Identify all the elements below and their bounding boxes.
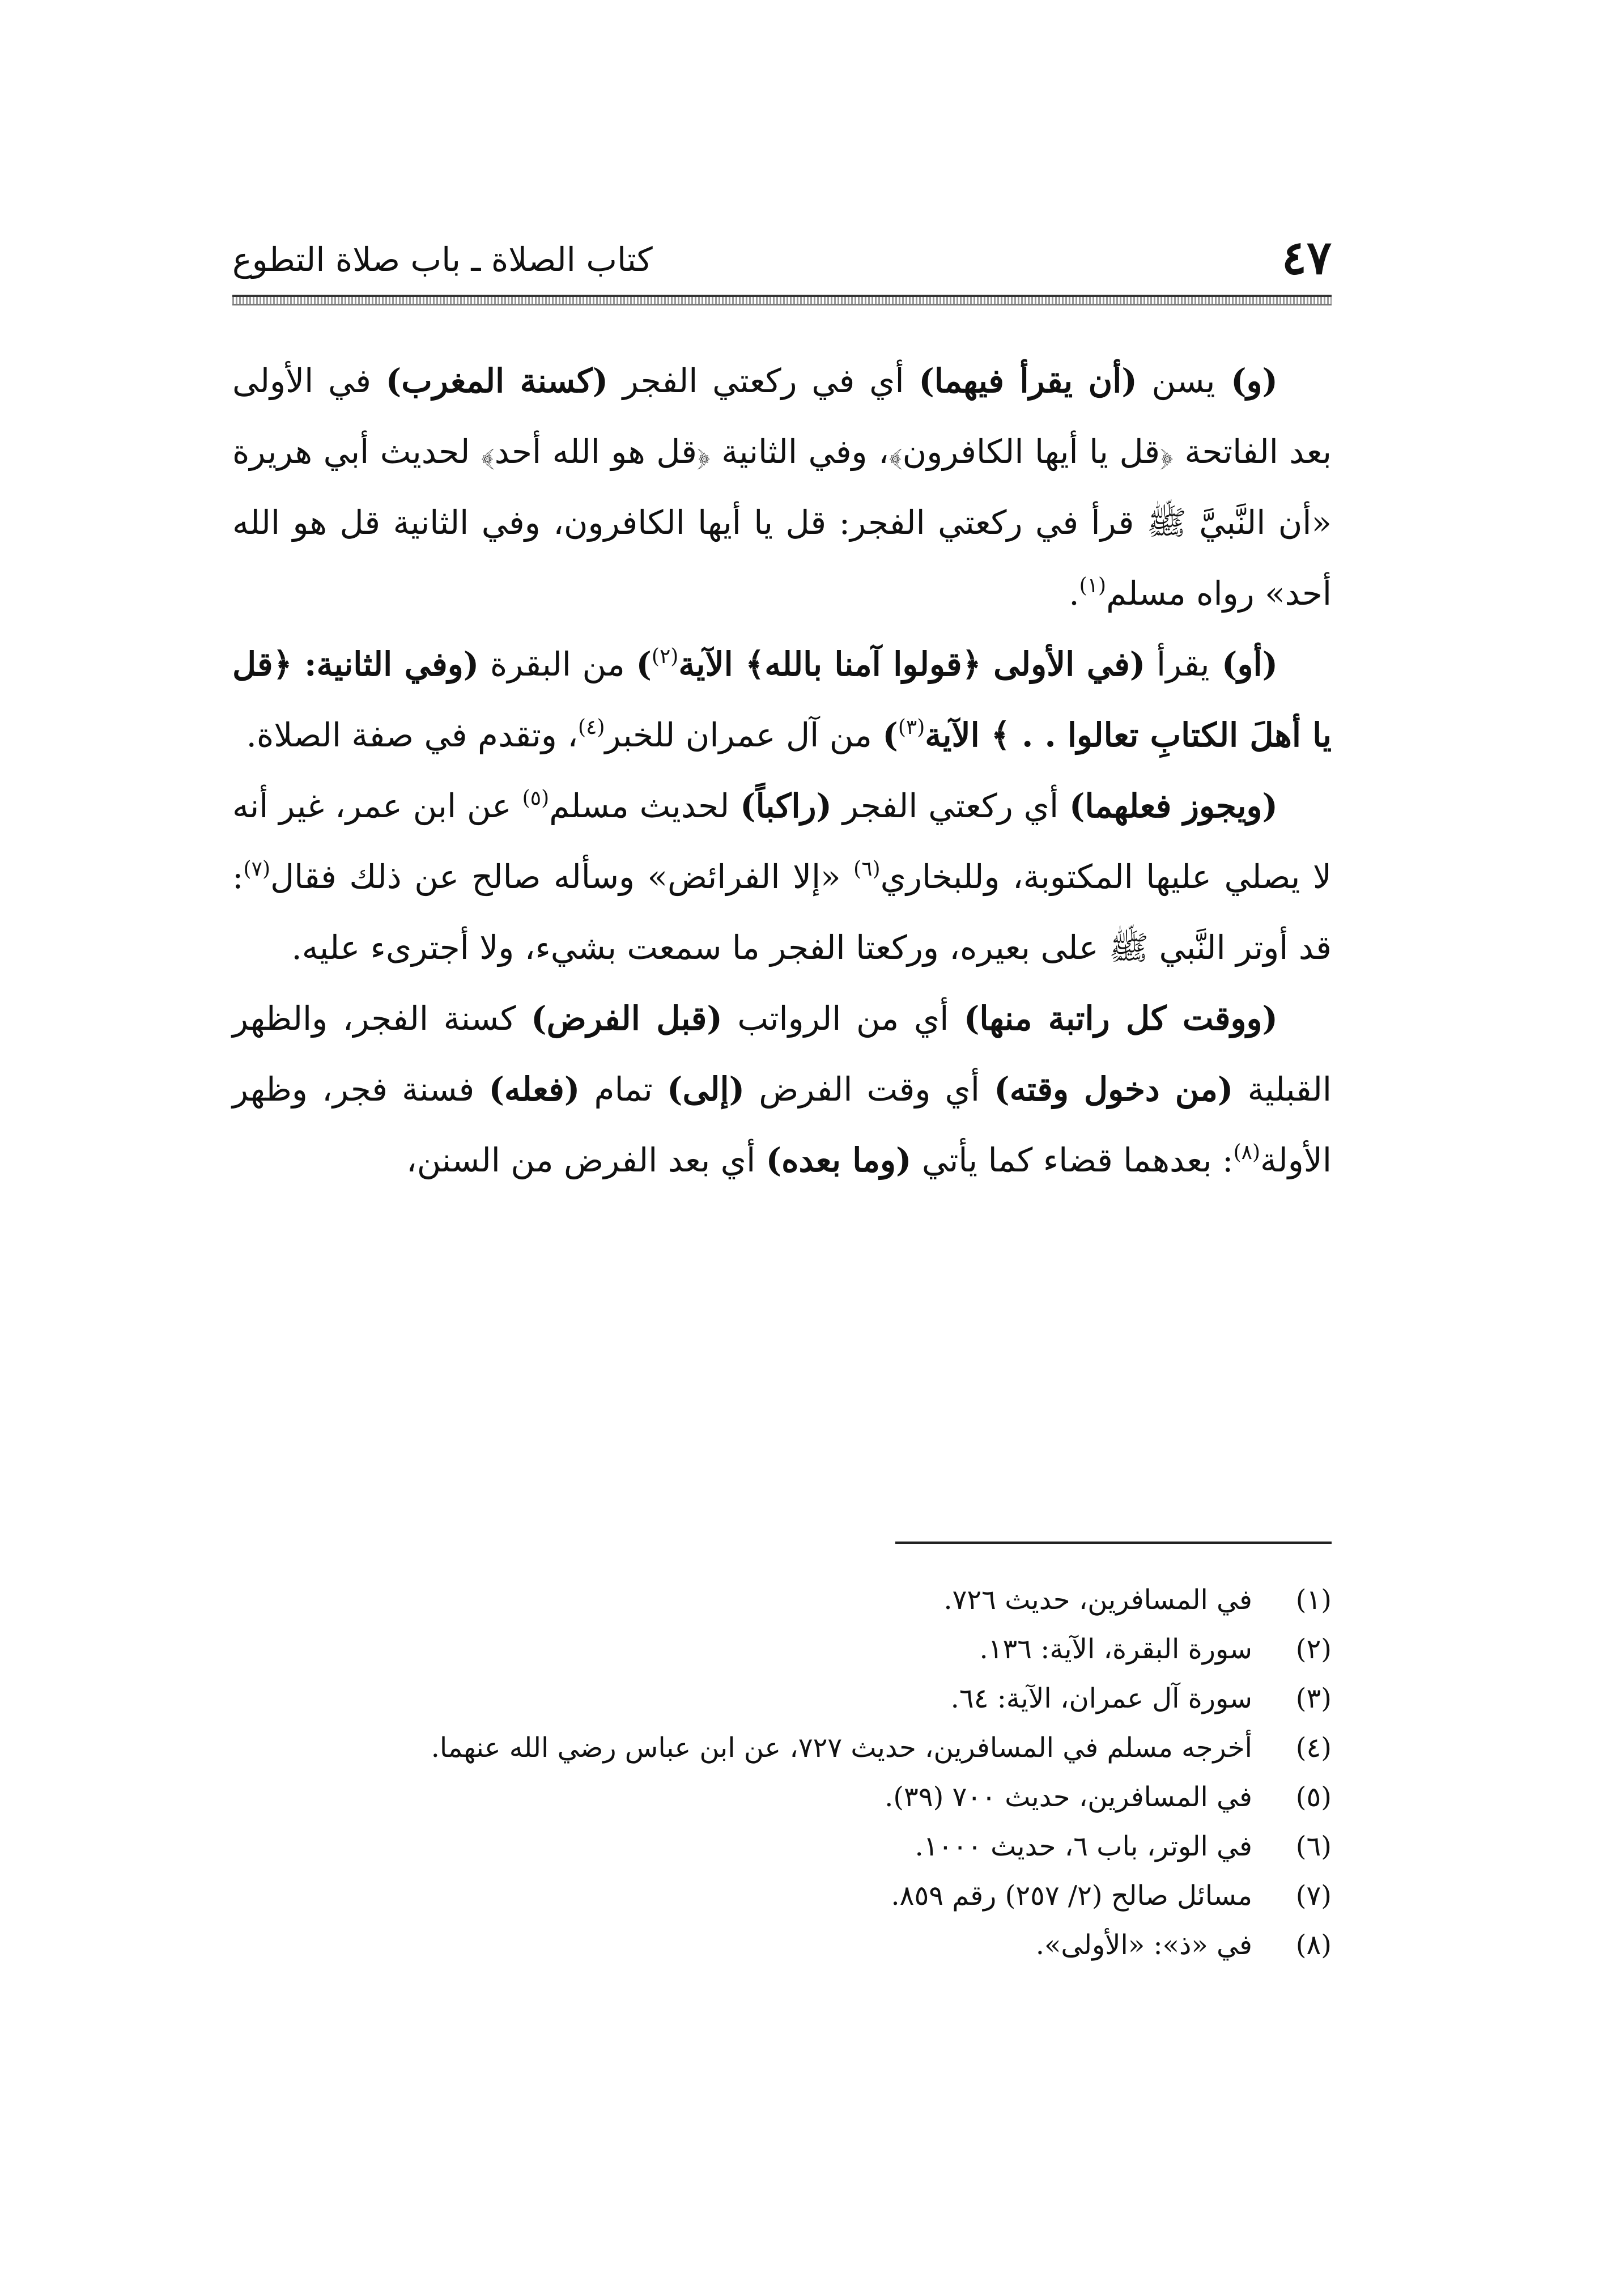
text: في الأولى بعد الفاتحة ﴿قل يا أيها الكافرون﴾، وفي الثانية ﴿قل هو الله أحد﴾ لحديث أبي هريرة «أن النَّبيَّ ﷺ قرأ في ركعتي الفجر: قل يا أيها الكافرون، وفي الثانية قل هو الله أحد» رواه مسلم	[232, 362, 1332, 613]
bold-text: (من دخول وقته)	[994, 1070, 1234, 1109]
footnote	[255, 1625, 1332, 1674]
footnote-text: سورة آل عمران، الآية: ٦٤.	[950, 1683, 1252, 1714]
bold-text: )	[882, 716, 898, 754]
footnote-number: (٣)	[1295, 1683, 1332, 1714]
text: ، وتقدم في صفة الصلاة.	[246, 716, 579, 754]
bold-text: (كسنة المغرب)	[385, 362, 609, 400]
footnote-number: (٥)	[1295, 1781, 1332, 1813]
bold-text: (راكباً)	[740, 787, 832, 825]
bold-text: (قبل الفرض)	[531, 999, 722, 1038]
footnote-number: (٤)	[1295, 1732, 1332, 1764]
footnote-ref: (٣)	[898, 716, 925, 739]
footnote-text: سورة البقرة، الآية: ١٣٦.	[979, 1633, 1252, 1665]
footnote-ref: (٢)	[651, 645, 679, 668]
footnote	[255, 1576, 1332, 1625]
footnote-ref: (٥)	[522, 787, 550, 810]
main-text	[232, 346, 1332, 1196]
bold-text: (إلى)	[667, 1070, 745, 1109]
text: فسنة فجر، وظهر الأولة	[232, 1070, 1332, 1179]
footnote	[255, 1723, 1332, 1773]
text: من البقرة	[479, 645, 636, 683]
footnote-number: (٧)	[1295, 1880, 1332, 1912]
footnote-number: (٢)	[1295, 1633, 1332, 1665]
bold-text: (و)	[1215, 362, 1278, 400]
footnote-text: في المسافرين، حديث ٧٢٦.	[943, 1584, 1252, 1616]
text: أي ركعتي الفجر	[831, 787, 1070, 825]
text: أي وقت الفرض	[745, 1070, 994, 1109]
bold-text: (فعله)	[488, 1070, 580, 1109]
footnote	[255, 1921, 1332, 1970]
text: كسنة الفجر، والظهر القبلية	[232, 999, 1332, 1109]
text: يسن	[1137, 362, 1215, 400]
paragraph-2	[232, 629, 1332, 771]
text: أي بعد الفرض من السنن،	[406, 1141, 766, 1179]
text: يقرأ	[1145, 645, 1210, 683]
text: : بعدهما قضاء كما يأتي	[911, 1141, 1234, 1179]
footnote-text: في المسافرين، حديث ٧٠٠ (٣٩).	[885, 1781, 1252, 1813]
page-header	[232, 224, 1332, 292]
text: عن ابن عمر، غير أنه لا يصلي عليها المكتوبة، وللبخاري	[232, 787, 1332, 896]
text: من آل عمران للخبر	[605, 716, 883, 754]
footnote-ref: (٤)	[578, 716, 605, 739]
footnote-text: مسائل صالح (٢/ ٢٥٧) رقم ٨٥٩.	[891, 1880, 1252, 1912]
footnote	[255, 1822, 1332, 1871]
text: تمام	[580, 1070, 667, 1109]
paragraph-1	[232, 346, 1332, 629]
bold-text: (أو)	[1209, 645, 1278, 683]
footnote-divider	[895, 1542, 1332, 1544]
bold-text: (ويجوز فعلهما)	[1069, 787, 1278, 825]
page-number: ٤٧	[1281, 231, 1332, 285]
footnotes	[255, 1576, 1332, 1970]
footnote	[255, 1674, 1332, 1723]
footnote	[255, 1773, 1332, 1822]
footnote-number: (٨)	[1295, 1929, 1332, 1961]
footnote	[255, 1871, 1332, 1921]
bold-text: (أن يقرأ فيهما)	[919, 362, 1137, 400]
text: أي من الرواتب	[722, 999, 964, 1038]
text: «إلا الفرائض» وسأله صالح عن ذلك فقال	[270, 857, 854, 896]
bold-text: )	[636, 645, 652, 683]
paragraph-3	[232, 771, 1332, 983]
footnote-text: أخرجه مسلم في المسافرين، حديث ٧٢٧، عن ابن عباس رضي الله عنهما.	[431, 1732, 1252, 1764]
bold-text: (في الأولى ﴿قولوا آمنا بالله﴾ الآية	[678, 645, 1146, 683]
footnote-ref: (٧)	[243, 857, 270, 881]
footnote-ref: (١)	[1079, 574, 1107, 597]
footnote-text: في «ذ»: «الأولى».	[1035, 1929, 1252, 1961]
text: : قد أوتر النَّبي ﷺ على بعيره، وركعتا الفجر ما سمعت بشيء، ولا أجترىء عليه.	[232, 857, 1332, 967]
footnote-number: (١)	[1295, 1584, 1332, 1616]
text: .	[1069, 574, 1079, 613]
running-head: كتاب الصلاة ـ باب صلاة التطوع	[232, 240, 653, 279]
header-divider	[232, 295, 1332, 305]
bold-text: (وما بعده)	[766, 1141, 912, 1179]
bold-text: (وفي الثانية: ﴿قل يا أهلَ الكتابِ تعالوا . . ﴾ الآية	[232, 645, 1332, 754]
footnote-ref: (٦)	[853, 857, 881, 881]
paragraph-4	[232, 983, 1332, 1196]
text: لحديث مسلم	[549, 787, 741, 825]
footnote-ref: (٨)	[1233, 1141, 1261, 1164]
text: أي في ركعتي الفجر	[608, 362, 919, 400]
bold-text: (ووقت كل راتبة منها)	[963, 999, 1278, 1038]
footnote-text: في الوتر، باب ٦، حديث ١٠٠٠.	[915, 1831, 1252, 1862]
footnote-number: (٦)	[1295, 1831, 1332, 1862]
